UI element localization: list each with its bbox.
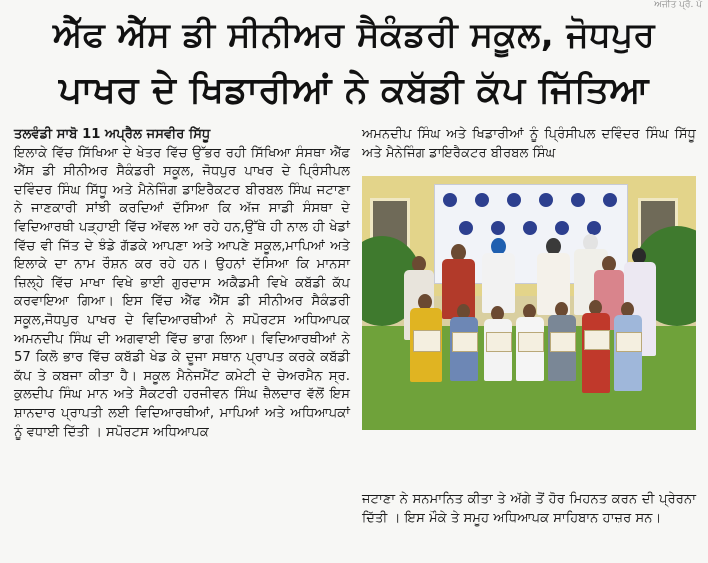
banner-logo-icon xyxy=(539,193,553,207)
group-photo xyxy=(362,176,696,430)
article-body-right-bottom: ਜਟਾਣਾ ਨੇ ਸਨਮਾਨਿਤ ਕੀਤਾ ਤੇ ਅੱਗੇ ਤੋਂ ਹੋਰ ਮਿਹਨਤ ਕਰਨ ਦੀ ਪ੍ਰੇਰਨਾ ਦਿੱਤੀ । ਇਸ ਮੌਕੇ ਤੇ ਸਮੂਹ ਅਧਿਆਪਕ ਸਾਹਿਬਾਨ ਹਾਜ਼ਰ ਸਨ। xyxy=(362,492,696,526)
banner-logo-icon xyxy=(571,193,585,207)
article-body-left: ਇਲਾਕੇ ਵਿੱਚ ਸਿੱਖਿਆ ਦੇ ਖੇਤਰ ਵਿੱਚ ਉੱਭਰ ਰਹੀ ਸਿੱਖਿਆ ਸੰਸਥਾ ਐੱਫ ਐੱਸ ਡੀ ਸੀਨੀਅਰ ਸੈਕੰਡਰੀ ਸਕੂਲ, ਜੋਧਪੁਰ ਪਾਖਰ ਦੇ ਪ੍ਰਿੰਸੀਪਲ ਦਵਿੰਦਰ ਸਿੰਘ ਸਿੱਧੂ ਅਤੇ ਮੈਨੇਜਿੰਗ ਡਾਇਰੈਕਟਰ ਬੀਰਬਲ ਸਿੰਘ ਜਟਾਣਾ ਨੇ ਜਾਣਕਾਰੀ ਸਾਂਝੀ ਕਰਦਿਆਂ ਦੱਸਿਆ ਕਿ ਅੱਜ ਸਾਡੀ ਸੰਸਥਾ ਦੇ ਵਿਦਿਆਰਥੀ ਪੜ੍ਹਾਈ ਵਿੱਚ ਅੱਵਲ ਆ ਰਹੇ ਹਨ,ਉੱਥੇ ਹੀ ਨਾਲ ਹੀ ਖੇਡਾਂ ਵਿੱਚ ਵੀ ਜਿੱਤ ਦੇ ਝੰਡੇ ਗੱਡਕੇ ਆਪਣਾ ਅਤੇ ਆਪਣੇ ਸਕੂਲ,ਮਾਪਿਆਂ ਅਤੇ ਇਲਾਕੇ ਦਾ ਨਾਮ ਰੌਸ਼ਨ ਕਰ ਰਹੇ ਹਨ। ਉਹਨਾਂ ਦੱਸਿਆ ਕਿ ਮਾਨਸਾ ਜ਼ਿਲ੍ਹੇ ਵਿੱਚ ਮਾਖਾ ਵਿਖੇ ਭਾਈ ਗੁਰਦਾਸ ਅਕੈਡਮੀ ਵਿਖੇ ਕਬੱਡੀ ਕੱਪ ਕਰਵਾਇਆ ਗਿਆ। ਇਸ ਵਿੱਚ ਐੱਫ ਐੱਸ ਡੀ ਸੀਨੀਅਰ ਸੈਕੰਡਰੀ ਸਕੂਲ,ਜੋਧਪੁਰ ਪਾਖਰ ਦੇ ਵਿਦਿਆਰਥੀਆਂ ਨੇ ਸਪੋਰਟਸ ਅਧਿਆਪਕ ਅਮਨਦੀਪ ਸਿੰਘ ਦੀ ਅਗਵਾਈ ਵਿੱਚ ਭਾਗ ਲਿਆ। ਵਿਦਿਆਰਥੀਆਂ ਨੇ 57 ਕਿਲੋ ਭਾਰ ਵਿੱਚ ਕਬੱਡੀ ਖੇਡ ਕੇ ਦੂਜਾ ਸਥਾਨ ਪ੍ਰਾਪਤ ਕਰਕੇ ਕਬੱਡੀ ਕੱਪ ਤੇ ਕਬਜਾ ਕੀਤਾ ਹੈ। ਸਕੂਲ ਮੈਨੇਜਮੈਂਟ ਕਮੇਟੀ ਦੇ ਚੇਅਰਮੈਨ ਸ੍ਰ. ਕੁਲਦੀਪ ਸਿੰਘ ਮਾਨ ਅਤੇ ਸੈਕਟਰੀ ਹਰਜੀਵਨ ਸਿੰਘ ਜ਼ੈਲਦਾਰ ਵੱਲੋਂ ਇਸ ਸ਼ਾਨਦਾਰ ਪ੍ਰਾਪਤੀ ਲਈ ਵਿਦਿਆਰਥੀਆਂ, ਮਾਪਿਆਂ ਅਤੇ ਅਧਿਆਪਕਾਂ ਨੂੰ ਵਧਾਈ ਦਿੱਤੀ । ਸਪੋਰਟਸ ਅਧਿਆਪਕ xyxy=(14,145,350,440)
article-right-column-bottom xyxy=(362,491,696,528)
page-corner-text: ਅਜੀਤ ਪ੍ਰੋ. ਪੇ xyxy=(654,0,702,10)
banner-logo-icon xyxy=(555,221,569,235)
banner-logo-icon xyxy=(459,221,473,235)
article-byline: ਤਲਵੰਡੀ ਸਾਬੋ 11 ਅਪ੍ਰੈਲ ਜਸਵੀਰ ਸਿੱਧੂ xyxy=(14,127,211,142)
banner-logo-icon xyxy=(507,193,521,207)
article-left-column xyxy=(14,126,350,442)
banner-logo-icon xyxy=(587,221,601,235)
banner-logo-icon xyxy=(475,193,489,207)
banner-logo-icon xyxy=(523,221,537,235)
banner-logo-icon xyxy=(491,221,505,235)
headline-line-2: ਪਾਖਰ ਦੇ ਖਿਡਾਰੀਆਂ ਨੇ ਕਬੱਡੀ ਕੱਪ ਜਿੱਤਿਆ xyxy=(58,70,650,111)
banner-logo-icon xyxy=(603,193,617,207)
headline-line-1: ਐੱਫ ਐੱਸ ਡੀ ਸੀਨੀਅਰ ਸੈਕੰਡਰੀ ਸਕੂਲ, ਜੋਧਪੁਰ xyxy=(52,15,656,55)
article-body-right-top: ਅਮਨਦੀਪ ਸਿੰਘ ਅਤੇ ਖਿਡਾਰੀਆਂ ਨੂੰ ਪ੍ਰਿੰਸੀਪਲ ਦਵਿੰਦਰ ਸਿੰਘ ਸਿੱਧੂ ਅਤੇ ਮੈਨੇਜਿੰਗ ਡਾਇਰੈਕਟਰ ਬੀਰਬਲ ਸਿੰਘ xyxy=(362,127,696,161)
article-right-column-top xyxy=(362,126,696,163)
banner-logo-icon xyxy=(443,193,457,207)
